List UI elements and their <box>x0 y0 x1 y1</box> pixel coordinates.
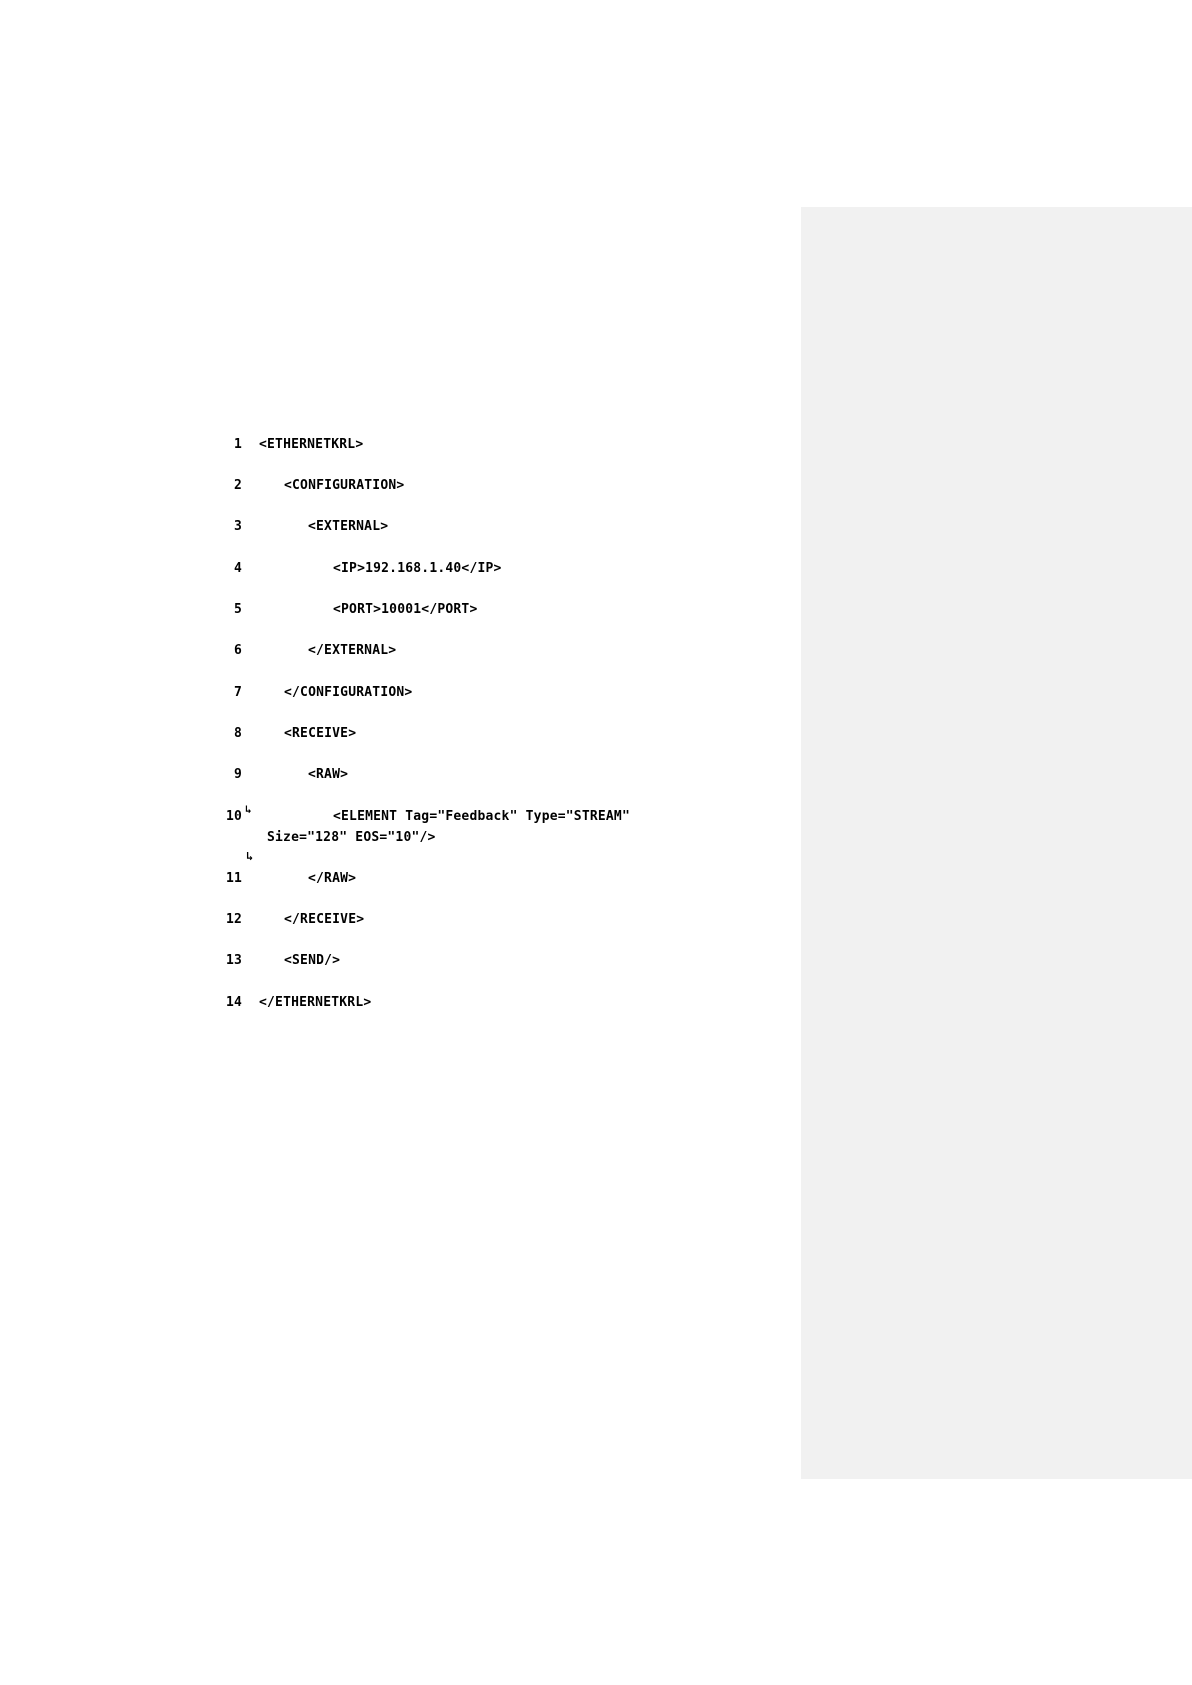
code-line <box>0 725 357 743</box>
code-line <box>0 952 341 970</box>
code-text: <ETHERNETKRL> <box>259 437 364 452</box>
code-text: <RECEIVE> <box>284 726 357 741</box>
code-line <box>0 560 502 578</box>
line-number: 3 <box>233 519 242 534</box>
code-continuation-line <box>0 829 436 863</box>
code-continuation-text: Size="128" EOS="10"/> <box>267 830 436 845</box>
line-number: 5 <box>233 602 242 617</box>
code-line <box>0 870 357 888</box>
code-text: <SEND/> <box>284 953 341 968</box>
line-number: 2 <box>233 478 242 493</box>
code-text: <IP>192.168.1.40</IP> <box>333 561 502 576</box>
line-number: 13 <box>225 953 242 968</box>
code-text: </CONFIGURATION> <box>284 685 413 700</box>
line-number: 4 <box>233 561 242 576</box>
code-text: </RAW> <box>308 871 357 886</box>
code-text: <RAW> <box>308 767 349 782</box>
code-line <box>0 994 372 1012</box>
line-number: 6 <box>233 643 242 658</box>
code-text: <CONFIGURATION> <box>284 478 405 493</box>
code-text: <PORT>10001</PORT> <box>333 602 478 617</box>
code-line <box>0 766 349 784</box>
comment-margin-panel <box>801 207 1192 1479</box>
code-text: </ETHERNETKRL> <box>259 995 372 1010</box>
code-line <box>0 803 630 826</box>
code-text: <ELEMENT Tag="Feedback" Type="STREAM" <box>333 809 630 824</box>
code-line <box>0 601 478 619</box>
code-line <box>0 436 364 454</box>
line-number: 14 <box>225 995 242 1010</box>
line-number: 7 <box>233 685 242 700</box>
line-wrap-arrow-icon: ↳ <box>245 803 252 816</box>
code-line <box>0 642 397 660</box>
code-text: </RECEIVE> <box>284 912 365 927</box>
line-number: 1 <box>233 437 242 452</box>
line-wrap-arrow-icon: ↳ <box>246 849 254 863</box>
line-number: 8 <box>233 726 242 741</box>
code-line <box>0 518 389 536</box>
code-text: <EXTERNAL> <box>308 519 389 534</box>
code-line <box>0 684 413 702</box>
line-number: 12 <box>225 912 242 927</box>
code-line <box>0 477 405 495</box>
code-line <box>0 911 365 929</box>
line-number: 10 <box>225 809 242 824</box>
code-text: </EXTERNAL> <box>308 643 397 658</box>
line-number: 11 <box>225 871 242 886</box>
line-number: 9 <box>233 767 242 782</box>
